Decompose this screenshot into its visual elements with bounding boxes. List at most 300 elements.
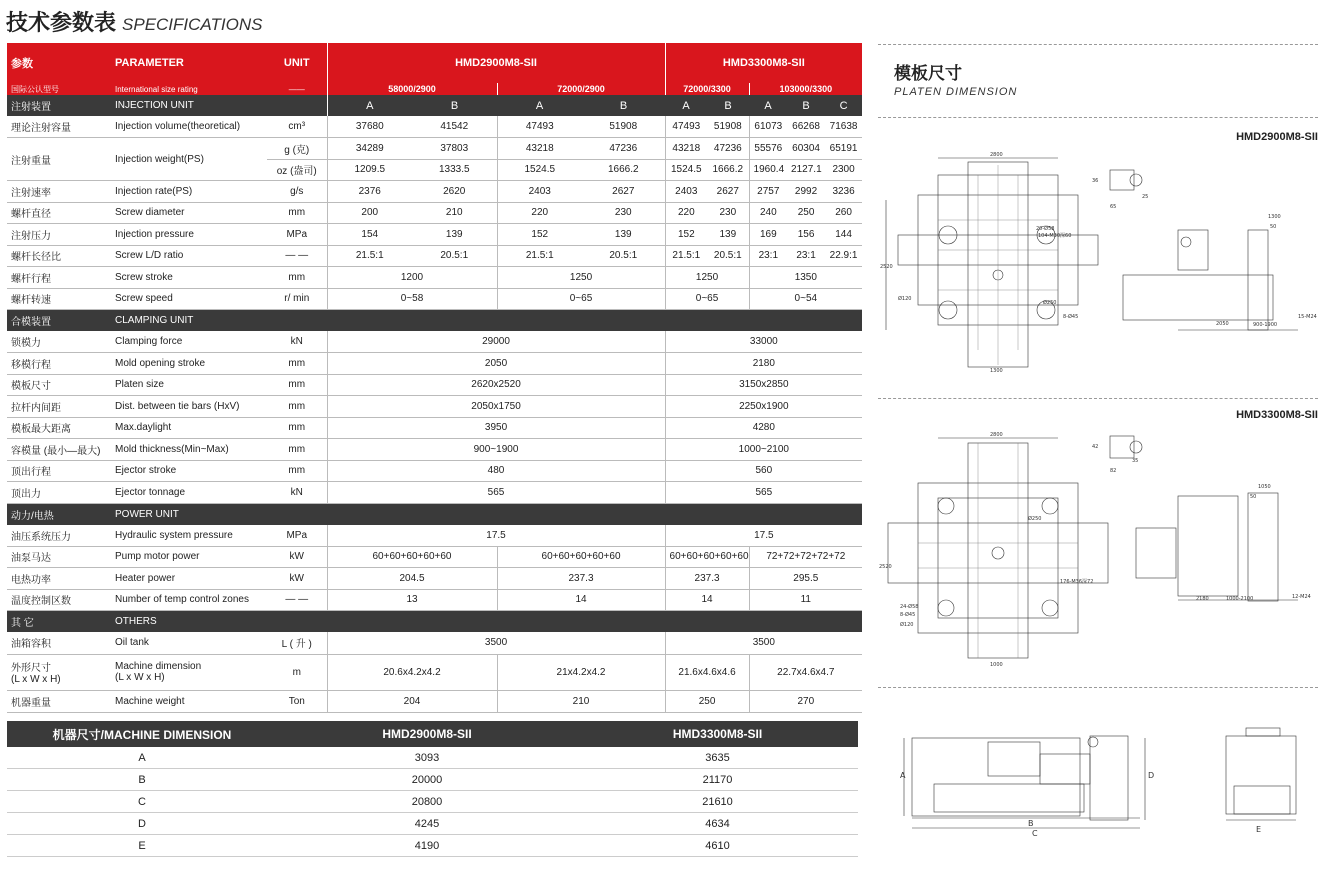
param-value: 21.5:1: [665, 245, 707, 267]
param-value: 21x4.2x4.2: [497, 654, 665, 690]
dimension-value: 4190: [277, 835, 577, 857]
param-value: 250: [665, 690, 749, 712]
param-value: 3236: [825, 181, 862, 203]
dim-label: 15-M24: [1298, 314, 1317, 320]
param-cn: 理论注射容量: [7, 116, 111, 138]
param-cn-line: 外形尺寸: [11, 663, 51, 674]
dim-label: C: [1032, 829, 1038, 838]
dimension-value: 21170: [577, 769, 858, 791]
param-value: 66268: [787, 116, 825, 138]
param-en: Max.daylight: [111, 417, 267, 439]
param-en: Number of temp control zones: [111, 589, 267, 611]
dim-label: 8-Ø45: [1063, 314, 1079, 320]
param-unit: kW: [267, 568, 327, 590]
param-cn: 模板尺寸: [7, 374, 111, 396]
spec-table: [7, 43, 862, 713]
dimension-row: [7, 747, 858, 769]
dimension-key: E: [7, 835, 277, 857]
dim-label: 2800: [990, 432, 1003, 438]
dimension-row: [7, 791, 858, 813]
param-value: 23:1: [749, 245, 787, 267]
param-value: 295.5: [749, 568, 862, 590]
dim-label: 900-1900: [1253, 322, 1278, 328]
spec-row: [7, 288, 862, 310]
dimension-row: [7, 813, 858, 835]
param-value: 37680: [327, 116, 412, 138]
platen-title: [894, 59, 1017, 98]
param-cn: 温度控制区数: [7, 589, 111, 611]
spec-row: [7, 224, 862, 246]
param-unit: — —: [267, 245, 327, 267]
param-value: 220: [497, 202, 582, 224]
dimension-value: 20000: [277, 769, 577, 791]
param-value: 14: [665, 589, 749, 611]
param-value: 2620x2520: [327, 374, 665, 396]
param-value: 3500: [665, 632, 862, 654]
param-en: Mold thickness(Min~Max): [111, 439, 267, 461]
dim-label: Ø250: [1028, 516, 1042, 522]
dim-label: 24-Ø58: [900, 604, 919, 610]
dim-label: 1050: [1258, 484, 1271, 490]
param-value: 20.5:1: [412, 245, 497, 267]
param-unit: MPa: [267, 525, 327, 547]
param-value: 23:1: [787, 245, 825, 267]
param-unit: MPa: [267, 224, 327, 246]
param-value: 51908: [707, 116, 749, 138]
param-value: 1666.2: [707, 159, 749, 181]
param-en: Screw speed: [111, 288, 267, 310]
param-value: 204.5: [327, 568, 497, 590]
param-value: 560: [665, 460, 862, 482]
screw-label: B: [582, 95, 665, 116]
param-value: 1209.5: [327, 159, 412, 181]
dimension-model2: HMD3300M8-SII: [577, 721, 858, 747]
param-en: Machine weight: [111, 690, 267, 712]
param-value: 2300: [825, 159, 862, 181]
dim-label: 25: [1142, 194, 1149, 200]
platen-drawing-1: [878, 150, 1324, 378]
param-value: 20.6x4.2x4.2: [327, 654, 497, 690]
param-cn-line: (L x W x H): [11, 674, 61, 685]
param-value: 21.5:1: [497, 245, 582, 267]
param-value: 0~65: [665, 288, 749, 310]
param-value: 480: [327, 460, 665, 482]
param-value: 1200: [327, 267, 497, 289]
section-header-power: [7, 503, 862, 525]
spec-row: [7, 417, 862, 439]
platen-model2-label: HMD3300M8-SII: [1236, 409, 1318, 421]
dimension-value: 3093: [277, 747, 577, 769]
param-value: 2627: [707, 181, 749, 203]
param-en: Screw L/D ratio: [111, 245, 267, 267]
param-unit: mm: [267, 417, 327, 439]
param-value: 22.9:1: [825, 245, 862, 267]
machine-end-view: [1226, 728, 1296, 820]
machine-outline-drawing: [890, 722, 1320, 850]
param-unit: mm: [267, 460, 327, 482]
param-value: 2376: [327, 181, 412, 203]
param-value: 1250: [665, 267, 749, 289]
param-cn: 油压系统压力: [7, 525, 111, 547]
spec-row: [7, 331, 862, 353]
dim-label: 50: [1270, 224, 1277, 230]
param-cn: [7, 654, 111, 690]
section-cn: 注射装置: [7, 95, 111, 116]
param-en: Screw diameter: [111, 202, 267, 224]
spec-row: [7, 202, 862, 224]
platen-front-view: [888, 438, 1108, 658]
param-value: 43218: [665, 138, 707, 160]
param-cn: 油箱容积: [7, 632, 111, 654]
dim-label: 1000: [990, 662, 1003, 668]
dimension-header: 机器尺寸/MACHINE DIMENSION: [7, 721, 277, 747]
param-en-header: PARAMETER: [111, 43, 267, 83]
param-value: 43218: [497, 138, 582, 160]
dim-label: Ø120: [898, 296, 912, 302]
param-value: 0~65: [497, 288, 665, 310]
param-value: 565: [327, 482, 665, 504]
param-value: 65191: [825, 138, 862, 160]
param-value: 2992: [787, 181, 825, 203]
spec-row: [7, 546, 862, 568]
rating-cn: 国际公认型号: [7, 83, 111, 95]
param-value: 237.3: [497, 568, 665, 590]
spec-row: [7, 353, 862, 375]
spec-row: [7, 589, 862, 611]
param-unit: kN: [267, 482, 327, 504]
screw-label: B: [787, 95, 825, 116]
spec-row: [7, 138, 862, 160]
param-value: 156: [787, 224, 825, 246]
param-cn: 螺杆行程: [7, 267, 111, 289]
param-value: 20.5:1: [707, 245, 749, 267]
nozzle-detail: [1110, 170, 1142, 190]
param-value: 144: [825, 224, 862, 246]
param-value: 2403: [665, 181, 707, 203]
param-en: Injection pressure: [111, 224, 267, 246]
screw-label: B: [412, 95, 497, 116]
rating-en: International size rating: [111, 83, 267, 95]
param-value: 17.5: [665, 525, 862, 547]
spec-row: [7, 482, 862, 504]
param-value: 61073: [749, 116, 787, 138]
param-unit: mm: [267, 374, 327, 396]
model1-header: HMD2900M8-SII: [327, 43, 665, 83]
param-en: [111, 654, 267, 690]
section-blank: [267, 95, 327, 116]
param-value: 139: [412, 224, 497, 246]
param-value: 1333.5: [412, 159, 497, 181]
dim-label: 8-Ø45: [900, 612, 916, 618]
param-cn: 油泵马达: [7, 546, 111, 568]
param-value: 1666.2: [582, 159, 665, 181]
section-header-others: [7, 611, 862, 633]
param-cn-header: 参数: [7, 43, 111, 83]
spec-header-row: [7, 43, 862, 83]
spec-row: [7, 690, 862, 712]
param-value: 47236: [707, 138, 749, 160]
param-value: 2250x1900: [665, 396, 862, 418]
dimension-key: D: [7, 813, 277, 835]
divider: [878, 687, 1318, 688]
param-value: 900~1900: [327, 439, 665, 461]
param-value: 1960.4: [749, 159, 787, 181]
param-value: 0~54: [749, 288, 862, 310]
param-value: 169: [749, 224, 787, 246]
title-en: SPECIFICATIONS: [122, 15, 263, 34]
dim-label: 1300: [990, 368, 1003, 374]
param-cn: 螺杆转速: [7, 288, 111, 310]
param-en: Ejector stroke: [111, 460, 267, 482]
dimension-key: A: [7, 747, 277, 769]
param-value: 1250: [497, 267, 665, 289]
dim-label: B: [1028, 819, 1034, 828]
param-value: 3500: [327, 632, 665, 654]
param-cn: 锁模力: [7, 331, 111, 353]
spec-row: [7, 654, 862, 690]
param-unit: mm: [267, 202, 327, 224]
param-value: 21.5:1: [327, 245, 412, 267]
param-unit: L ( 升 ): [267, 632, 327, 654]
param-value: 260: [825, 202, 862, 224]
param-unit: oz (盎司): [267, 159, 327, 181]
param-unit: — —: [267, 589, 327, 611]
rating-value: 103000/3300: [749, 83, 862, 95]
param-value: 210: [497, 690, 665, 712]
dimension-model1: HMD2900M8-SII: [277, 721, 577, 747]
param-unit: r/ min: [267, 288, 327, 310]
param-unit: mm: [267, 396, 327, 418]
param-en: Clamping force: [111, 331, 267, 353]
spec-row: [7, 116, 862, 138]
param-cn: 螺杆长径比: [7, 245, 111, 267]
param-value: 60+60+60+60+60: [665, 546, 749, 568]
section-en: POWER UNIT: [111, 503, 267, 525]
dimension-key: B: [7, 769, 277, 791]
param-value: 11: [749, 589, 862, 611]
param-value: 1524.5: [665, 159, 707, 181]
dim-label: D: [1148, 771, 1155, 780]
param-unit: g/s: [267, 181, 327, 203]
screw-label: B: [707, 95, 749, 116]
dim-label: Ø250: [1043, 300, 1057, 306]
param-cn: 拉杆内间距: [7, 396, 111, 418]
platen-front-view: [886, 158, 1098, 367]
dimension-table: [7, 721, 858, 857]
section-en: INJECTION UNIT: [111, 95, 267, 116]
param-value: 20.5:1: [582, 245, 665, 267]
param-en: Hydraulic system pressure: [111, 525, 267, 547]
screw-label: A: [749, 95, 787, 116]
param-value: 71638: [825, 116, 862, 138]
spec-row: [7, 374, 862, 396]
section-header-injection: [7, 95, 862, 116]
platen-title-cn: 模板尺寸: [894, 64, 962, 84]
screw-label: C: [825, 95, 862, 116]
dim-label: 42: [1092, 444, 1099, 450]
param-value: 60304: [787, 138, 825, 160]
dimension-header-row: [7, 721, 858, 747]
param-cn: 移模行程: [7, 353, 111, 375]
param-value: 230: [707, 202, 749, 224]
spec-row: [7, 460, 862, 482]
param-unit: kN: [267, 331, 327, 353]
section-blank: [267, 503, 862, 525]
dim-label: 20-Ø58: [1036, 226, 1055, 232]
spec-row: [7, 396, 862, 418]
rating-unit: ——: [267, 83, 327, 95]
param-en: Injection rate(PS): [111, 181, 267, 203]
param-value: 47493: [665, 116, 707, 138]
machine-side-view: [904, 736, 1145, 828]
param-value: 152: [497, 224, 582, 246]
param-value: 2620: [412, 181, 497, 203]
param-value: 230: [582, 202, 665, 224]
dim-label: 2520: [879, 564, 892, 570]
param-en: Oil tank: [111, 632, 267, 654]
dimension-value: 20800: [277, 791, 577, 813]
param-value: 33000: [665, 331, 862, 353]
dim-label: 104-M30深60: [1038, 233, 1072, 239]
param-value: 2757: [749, 181, 787, 203]
param-en: Ejector tonnage: [111, 482, 267, 504]
model2-header: HMD3300M8-SII: [665, 43, 862, 83]
param-unit: m: [267, 654, 327, 690]
param-cn: 顶出力: [7, 482, 111, 504]
page-title: [6, 6, 262, 34]
param-cn: 机器重量: [7, 690, 111, 712]
dim-label: 82: [1110, 468, 1117, 474]
section-cn: 合模装置: [7, 310, 111, 332]
spec-row: [7, 568, 862, 590]
rating-row: [7, 83, 862, 95]
param-value: 47493: [497, 116, 582, 138]
platen-title-en: PLATEN DIMENSION: [894, 86, 1018, 98]
param-cn: 注射速率: [7, 181, 111, 203]
param-cn: 模板最大距离: [7, 417, 111, 439]
section-en: CLAMPING UNIT: [111, 310, 267, 332]
param-unit: mm: [267, 439, 327, 461]
param-unit: Ton: [267, 690, 327, 712]
section-header-clamping: [7, 310, 862, 332]
param-value: 0~58: [327, 288, 497, 310]
param-value: 210: [412, 202, 497, 224]
spec-row: [7, 439, 862, 461]
dim-label: 176-M36深72: [1060, 579, 1094, 585]
section-blank: [267, 611, 862, 633]
param-unit: cm³: [267, 116, 327, 138]
dim-label: 12-M24: [1292, 594, 1311, 600]
param-cn: 注射重量: [7, 138, 111, 181]
dim-label: 50: [1250, 494, 1257, 500]
param-value: 4280: [665, 417, 862, 439]
rating-value: 72000/2900: [497, 83, 665, 95]
param-value: 1350: [749, 267, 862, 289]
spec-row: [7, 245, 862, 267]
param-value: 37803: [412, 138, 497, 160]
dim-label: 1000-2100: [1226, 596, 1254, 602]
param-value: 13: [327, 589, 497, 611]
param-value: 2403: [497, 181, 582, 203]
title-cn: 技术参数表: [6, 11, 117, 36]
param-value: 237.3: [665, 568, 749, 590]
param-en: Injection weight(PS): [111, 138, 267, 181]
param-en: Dist. between tie bars (HxV): [111, 396, 267, 418]
param-value: 2050x1750: [327, 396, 665, 418]
param-en: Pump motor power: [111, 546, 267, 568]
param-value: 152: [665, 224, 707, 246]
dimension-value: 4634: [577, 813, 858, 835]
param-unit: mm: [267, 353, 327, 375]
param-unit: mm: [267, 267, 327, 289]
dim-label: 2800: [990, 152, 1003, 158]
dim-label: 36: [1092, 178, 1099, 184]
param-value: 1000~2100: [665, 439, 862, 461]
dim-label: 65: [1110, 204, 1117, 210]
param-cn: 容模量 (最小—最大): [7, 439, 111, 461]
dim-label: A: [900, 771, 906, 780]
param-value: 270: [749, 690, 862, 712]
divider: [878, 44, 1318, 45]
screw-label: A: [665, 95, 707, 116]
param-value: 250: [787, 202, 825, 224]
platen-model1-label: HMD2900M8-SII: [1236, 131, 1318, 143]
param-en-line: (L x W x H): [115, 672, 165, 683]
dim-label: E: [1256, 825, 1262, 834]
dimension-value: 3635: [577, 747, 858, 769]
unit-header: UNIT: [267, 43, 327, 83]
spec-row: [7, 525, 862, 547]
platen-drawing-2: [878, 428, 1324, 668]
dimension-row: [7, 835, 858, 857]
dimension-key: C: [7, 791, 277, 813]
param-value: 29000: [327, 331, 665, 353]
param-cn: 注射压力: [7, 224, 111, 246]
param-value: 565: [665, 482, 862, 504]
param-value: 2180: [665, 353, 862, 375]
param-value: 55576: [749, 138, 787, 160]
dimension-value: 4610: [577, 835, 858, 857]
param-cn: 螺杆直径: [7, 202, 111, 224]
param-en-line: Machine dimension: [115, 661, 202, 672]
param-cn: 电热功率: [7, 568, 111, 590]
param-value: 72+72+72+72+72: [749, 546, 862, 568]
param-en: Injection volume(theoretical): [111, 116, 267, 138]
screw-label: A: [497, 95, 582, 116]
divider: [878, 117, 1318, 118]
param-value: 41542: [412, 116, 497, 138]
param-value: 2127.1: [787, 159, 825, 181]
param-value: 17.5: [327, 525, 665, 547]
spec-row: [7, 267, 862, 289]
param-value: 3150x2850: [665, 374, 862, 396]
param-value: 14: [497, 589, 665, 611]
param-value: 51908: [582, 116, 665, 138]
param-en: Mold opening stroke: [111, 353, 267, 375]
nozzle-detail: [1110, 436, 1142, 458]
dimension-row: [7, 769, 858, 791]
param-value: 60+60+60+60+60: [497, 546, 665, 568]
param-value: 139: [582, 224, 665, 246]
param-value: 34289: [327, 138, 412, 160]
spec-row: [7, 632, 862, 654]
param-en: Screw stroke: [111, 267, 267, 289]
section-en: OTHERS: [111, 611, 267, 633]
screw-label: A: [327, 95, 412, 116]
param-value: 2050: [327, 353, 665, 375]
section-blank: [267, 310, 862, 332]
spec-row: [7, 181, 862, 203]
